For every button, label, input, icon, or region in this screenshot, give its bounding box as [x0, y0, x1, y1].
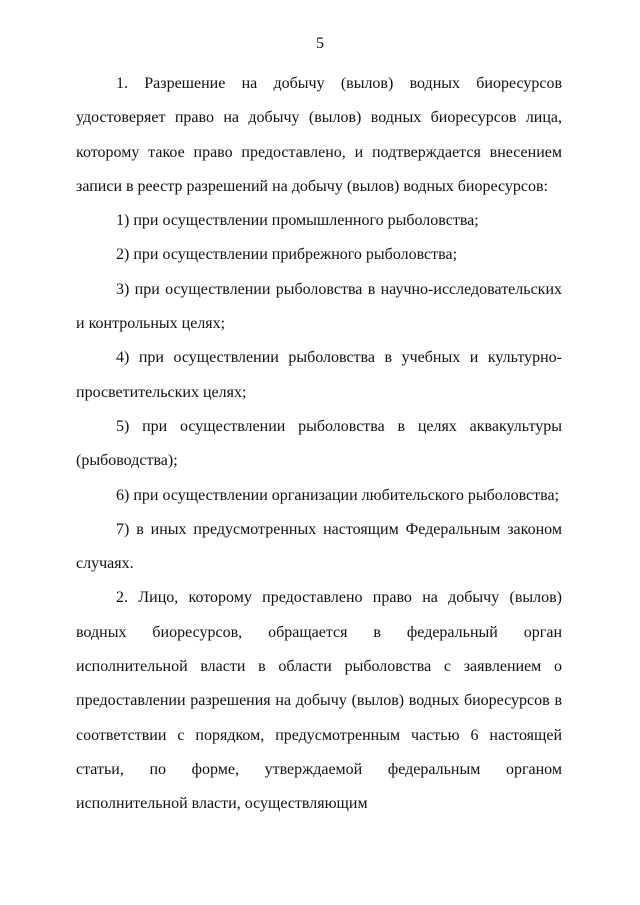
paragraph-1: 1. Разрешение на добычу (вылов) водных биоресурсов удостоверяет право на добычу (вылов) водных биоресурсов лица, которому такое право предоставлено, и подтверждается внесением записи в реестр разрешений на добычу (вылов) водных биоресурсов: [76, 75, 562, 195]
list-item-2: 2) при осуществлении прибрежного рыболовства; [116, 246, 458, 264]
list-item-1: 1) при осуществлении промышленного рыболовства; [116, 212, 479, 230]
list-item-4: 4) при осуществлении рыболовства в учебных и культурно-просветительских целях; [76, 349, 562, 401]
list-item-7: 7) в иных предусмотренных настоящим Федеральным законом случаях. [76, 520, 562, 573]
list-item-5: 5) при осуществлении рыболовства в целях аквакультуры (рыбоводства); [76, 417, 562, 470]
document-body [76, 67, 562, 822]
page-number: 5 [316, 35, 324, 52]
list-item-3: 3) при осуществлении рыболовства в научно-исследовательских и контрольных целях; [76, 280, 562, 333]
list-item-6: 6) при осуществлении организации любительского рыболовства; [116, 486, 560, 504]
paragraph-2: 2. Лицо, которому предоставлено право на добычу (вылов) водных биоресурсов, обращается в федеральный орган исполнительной власти в области рыболовства с заявлением о предоставлении разрешения на добычу (вылов) водных биоресурсов в соответствии с порядком, предусмотренным частью 6 настоящей статьи, по форме, утверждаемой федеральным органом исполнительной власти, осуществляющим [76, 589, 562, 813]
